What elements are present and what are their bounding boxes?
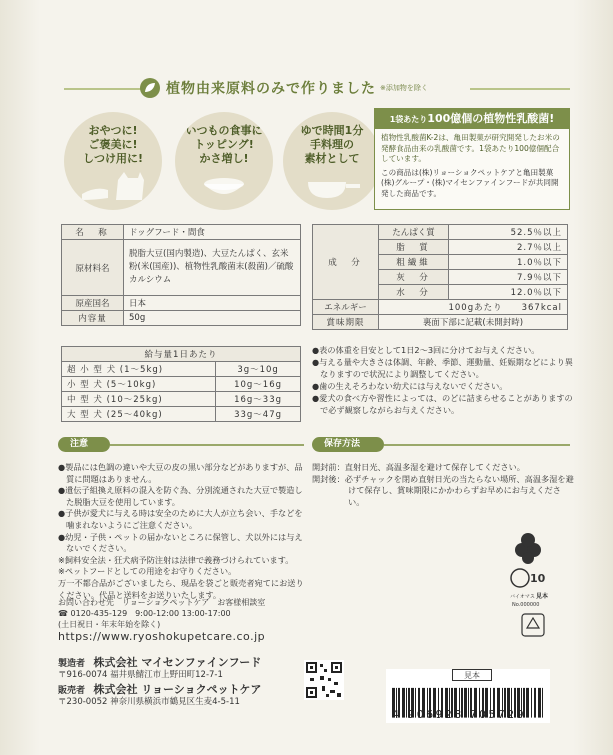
banner (140, 76, 470, 100)
hand-dog-icon (78, 160, 148, 204)
frying-pan-icon (302, 164, 362, 204)
storage-header: 保存方法 (312, 437, 384, 452)
list-item: ●愛犬の食べ方や習性によっては、のどに詰まらせることがありますので必ず観察しながらお与えください。 (312, 393, 573, 415)
list-item: ●与える量や大きさは体調、年齢、季節、運動量、妊娠期などにより異なりますので状況により調整してください。 (312, 357, 573, 379)
feeding-notes (312, 344, 574, 416)
food-bowl-icon (194, 164, 254, 204)
caution-rule (110, 444, 304, 446)
lactic-acid-box (374, 108, 570, 210)
table-row: 脂 質 2.7％以上 (313, 240, 568, 255)
table-row: 小 型 犬 (5〜10kg) 10g〜16g (62, 377, 301, 392)
circle-text: いつもの食事に トッピング! かさ増し! (185, 124, 263, 165)
banner-title: 植物由来原料のみで作りました (166, 81, 376, 97)
sample-number: No.000000 (512, 602, 540, 608)
list-item: ●製品には色調の違いや大豆の皮の黒い部分などがありますが、品質に問題はありません。 (58, 462, 303, 484)
biomass-caption: バイオマス (510, 594, 535, 600)
certification-marks (500, 520, 570, 640)
storage-text: 開封前：直射日光、高温多湿を避けて保存してください。 開封後：必ずチャックを閉め直射日光の当たらない場所、高温多湿を避けて保存し、賞味期限にかかわらずお早めにお与えください。 (312, 462, 574, 507)
banner-rule-right (470, 88, 570, 90)
manufacturer-address: 〒916-0074 福井県鯖江市上野田町12-7-1 (58, 670, 223, 680)
table-row: エネルギー 100gあたり 367kcal (313, 300, 568, 315)
left-edge (0, 0, 40, 755)
list-item: 万一不都合品がございましたら、現品を袋ごと販売者宛てにお送りください。代品と送料をお送りいたします。 (58, 577, 304, 600)
list-item: ●子供が愛犬に与える時は安全のために大人が立ち会い、手などを噛まれないようにご注意ください。 (58, 508, 303, 530)
lactic-acid-header: 1袋あたり100億個の植物性乳酸菌! (375, 109, 569, 129)
storage-rule (384, 444, 570, 446)
table-row: 粗繊維 1.0％以下 (313, 255, 568, 270)
website-url: https://www.ryoshokupetcare.co.jp (58, 630, 266, 643)
right-edge (573, 0, 613, 755)
table-row: 原材料名 脱脂大豆(国内製造)、大豆たんぱく、玄米粉(米(国産))、植物性乳酸菌末(殺菌)／硫酸カルシウム (62, 240, 301, 296)
usage-circle-snack (64, 112, 162, 210)
list-item: ●遺伝子組換え原料の混入を防ぐ為、分別流通された大豆で製造した脱脂大豆を使用しています。 (58, 485, 303, 507)
sample-mark: 見本 (536, 593, 549, 600)
caution-text (58, 462, 306, 601)
banner-rule-left (64, 88, 144, 90)
company-info: 製造者 株式会社 マイセンファインフード 〒916-0074 福井県鯖江市上野田町12-7-1 販売者 株式会社 リョーショクペットケア 〒230-0052 神奈川県横浜市鶴見区生麦4-5-11 (58, 657, 308, 708)
table-row: 中 型 犬 (10〜25kg) 16g〜33g (62, 392, 301, 407)
seller-address: 〒230-0052 神奈川県横浜市鶴見区生麦4-5-11 (58, 697, 240, 707)
biomass-number: 10 (530, 572, 546, 585)
table-row: 名 称 ドッグフード・間食 (62, 225, 301, 240)
list-item: ※飼料安全法・狂犬病予防注射は法律で義務づけられています。 (58, 554, 294, 565)
table-row: 給与量1日あたり (62, 347, 301, 362)
leaf-icon (140, 78, 160, 98)
nutrition-table (312, 224, 568, 330)
list-item: ●幼児・子供・ペットの届かないところに保管し、犬以外には与えないでください。 (58, 531, 303, 554)
lactic-acid-body: 植物性乳酸菌K-2は、亀田製菓が研究開発したお米の発酵食品由来の乳酸菌です。1袋あたり100億個配合しています。 この商品は(株)リョーショクペットケアと亀田製菓(株)グループ・(株)マイセンファインフードが共同開発した商品です。 (381, 133, 560, 198)
barcode-sample-label: 見本 (452, 669, 492, 681)
biomass-mark-icon (511, 569, 529, 587)
barcode-digits: 4 906928 705729 (392, 708, 526, 721)
usage-circle-topping (175, 112, 273, 210)
table-row: 大 型 犬 (25〜40kg) 33g〜47g (62, 407, 301, 422)
qr-code (304, 660, 344, 700)
caution-header: 注意 (58, 437, 110, 452)
table-row: 灰 分 7.9％以下 (313, 270, 568, 285)
table-row: 原産国名 日本 (62, 296, 301, 311)
seller-name: 株式会社 リョーショクペットケア (93, 683, 262, 696)
table-row: 内容量 50g (62, 311, 301, 326)
usage-circle-cooking (283, 112, 381, 210)
phone-number: ☎ 0120-435-129 9:00-12:00 13:00-17:00 (58, 609, 231, 618)
product-info-table (61, 224, 301, 326)
list-item: ●歯の生えそろわない幼犬には与えないでください。 (312, 381, 508, 391)
circle-text: おやつに! ご褒美に! しつけ用に! (82, 124, 144, 165)
contact-info: お問い合わせ先 リョーショクペットケア お客様相談室 ☎ 0120-435-129 9:00-12:00 13:00-17:00 (土日祝日・年末年始を除く) https://www.ryoshokupetcare.co.jp (58, 597, 306, 642)
table-row: 水 分 12.0％以下 (313, 285, 568, 300)
banner-note: ※添加物を除く (380, 84, 428, 92)
list-item: ※ペットフードとしての用途をお守りください。 (58, 566, 237, 577)
table-row: 賞味期限 裏面下部に記載(未開封時) (313, 315, 568, 330)
table-row: 超 小 型 犬 (1〜5kg) 3g〜10g (62, 362, 301, 377)
circle-text: ゆで時間1分 手料理の 素材として (300, 124, 364, 165)
list-item: ●表の体重を目安として1日2〜3回に分けてお与えください。 (312, 345, 540, 355)
feeding-table (61, 346, 301, 422)
table-row: 成 分 たんぱく質 52.5％以上 (313, 225, 568, 240)
clover-icon (515, 533, 541, 564)
manufacturer-name: 株式会社 マイセンファインフード (93, 656, 262, 669)
